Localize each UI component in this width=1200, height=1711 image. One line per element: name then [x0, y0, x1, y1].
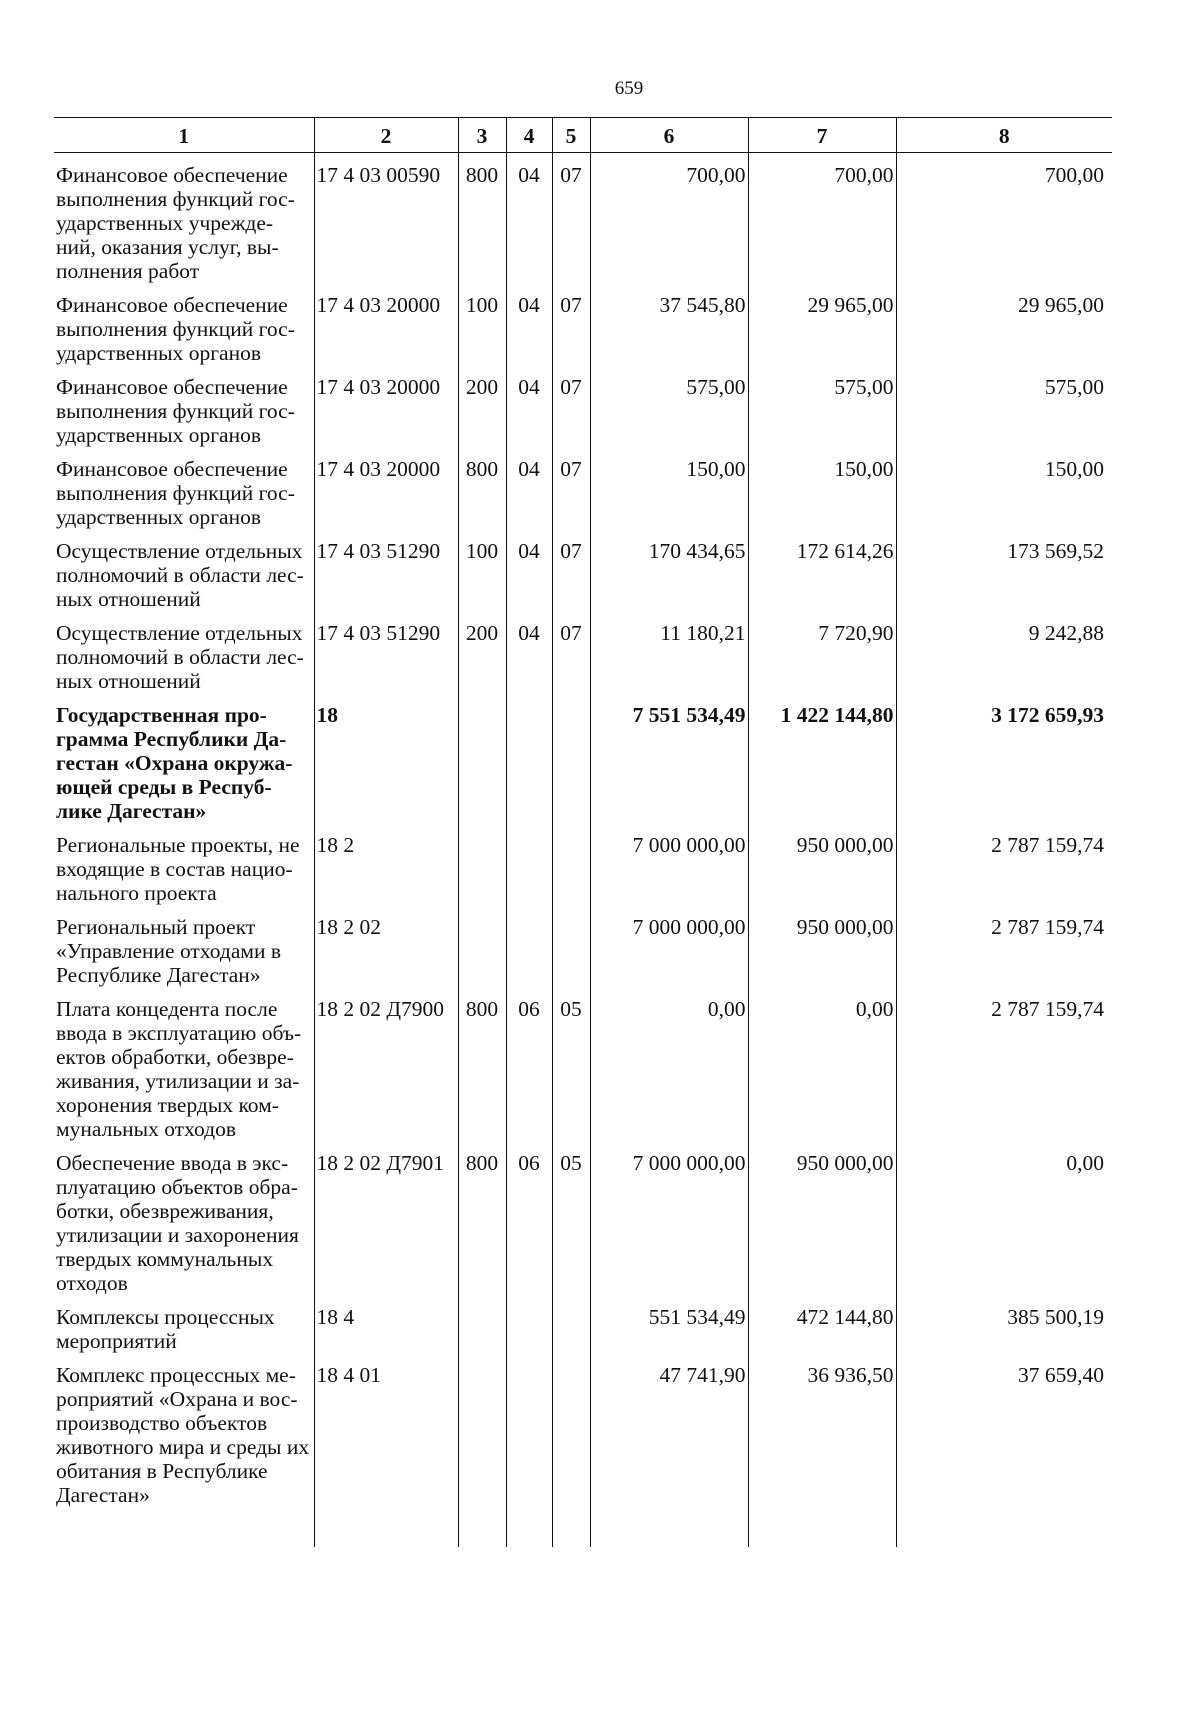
row-value-6: 11 180,21	[590, 611, 748, 693]
row-col-5: 07	[552, 529, 590, 611]
row-col-3: 200	[458, 365, 506, 447]
row-value-7: 700,00	[748, 153, 896, 284]
row-value-8: 29 965,00	[896, 283, 1112, 365]
row-value-7: 472 144,80	[748, 1295, 896, 1353]
row-value-6: 7 000 000,00	[590, 1141, 748, 1295]
row-value-6: 37 545,80	[590, 283, 748, 365]
continuation-cell	[458, 1507, 506, 1547]
row-name: Осуществление отдельных полномочий в области лес-ных отношений	[56, 539, 304, 611]
table-row	[54, 153, 1112, 284]
row-value-7: 29 965,00	[748, 283, 896, 365]
row-value-6: 7 551 534,49	[590, 693, 748, 823]
row-value-7: 0,00	[748, 987, 896, 1141]
row-col-3: 800	[458, 447, 506, 529]
row-value-7: 575,00	[748, 365, 896, 447]
row-value-6: 575,00	[590, 365, 748, 447]
row-value-7: 150,00	[748, 447, 896, 529]
header-row	[54, 118, 1112, 153]
row-col-4	[506, 693, 552, 823]
row-value-7: 950 000,00	[748, 823, 896, 905]
row-col-5	[552, 905, 590, 987]
row-col-3: 100	[458, 283, 506, 365]
header-col-5: 5	[552, 118, 590, 153]
continuation-cell	[314, 1507, 458, 1547]
row-value-7: 7 720,90	[748, 611, 896, 693]
row-code: 17 4 03 00590	[314, 153, 458, 284]
table-row	[54, 1295, 1112, 1353]
continuation-cell	[506, 1507, 552, 1547]
row-col-4	[506, 1295, 552, 1353]
table-row	[54, 1353, 1112, 1507]
row-col-4: 04	[506, 153, 552, 284]
row-name: Региональный проект «Управление отходами в Республике Дагестан»	[56, 915, 281, 987]
row-col-5: 05	[552, 1141, 590, 1295]
row-name: Финансовое обеспечение выполнения функций гос-ударственных учрежде-ний, оказания услуг, вы-полнения работ	[56, 163, 295, 283]
row-value-6: 0,00	[590, 987, 748, 1141]
header-col-8: 8	[896, 118, 1112, 153]
row-value-6: 7 000 000,00	[590, 823, 748, 905]
table-row	[54, 905, 1112, 987]
row-name: Плата концедента после ввода в эксплуатацию объ-ектов обработки, обезвре-живания, утилизации и за-хоронения твердых ком-мунальных отходов	[56, 997, 302, 1141]
row-col-5	[552, 1353, 590, 1507]
row-col-4: 04	[506, 611, 552, 693]
row-col-4	[506, 1353, 552, 1507]
header-col-3: 3	[458, 118, 506, 153]
row-code: 18 4 01	[314, 1353, 458, 1507]
table-row	[54, 529, 1112, 611]
row-col-4	[506, 905, 552, 987]
row-value-8: 3 172 659,93	[896, 693, 1112, 823]
row-col-4: 04	[506, 283, 552, 365]
header-col-7: 7	[748, 118, 896, 153]
table-row	[54, 365, 1112, 447]
table-row	[54, 283, 1112, 365]
table-row	[54, 987, 1112, 1141]
row-value-7: 950 000,00	[748, 1141, 896, 1295]
row-code: 17 4 03 51290	[314, 611, 458, 693]
row-value-6: 551 534,49	[590, 1295, 748, 1353]
table-row	[54, 823, 1112, 905]
table-row	[54, 447, 1112, 529]
row-col-5	[552, 1295, 590, 1353]
row-name: Финансовое обеспечение выполнения функций гос-ударственных органов	[56, 375, 295, 447]
row-value-8: 37 659,40	[896, 1353, 1112, 1507]
row-col-4: 04	[506, 365, 552, 447]
row-col-3: 800	[458, 153, 506, 284]
row-value-8: 700,00	[896, 153, 1112, 284]
continuation-cell	[896, 1507, 1112, 1547]
row-value-8: 150,00	[896, 447, 1112, 529]
table-row-program-total	[54, 693, 1112, 823]
row-value-7: 36 936,50	[748, 1353, 896, 1507]
table-row	[54, 611, 1112, 693]
row-value-6: 7 000 000,00	[590, 905, 748, 987]
row-col-3	[458, 905, 506, 987]
budget-table-container	[54, 117, 1112, 1597]
row-value-8: 575,00	[896, 365, 1112, 447]
row-code: 17 4 03 51290	[314, 529, 458, 611]
row-code: 18	[314, 693, 458, 823]
continuation-cell	[552, 1507, 590, 1547]
row-code: 18 2 02 Д7901	[314, 1141, 458, 1295]
row-value-6: 47 741,90	[590, 1353, 748, 1507]
row-col-4	[506, 823, 552, 905]
row-value-8: 0,00	[896, 1141, 1112, 1295]
row-value-7: 1 422 144,80	[748, 693, 896, 823]
row-col-5	[552, 693, 590, 823]
row-name: Финансовое обеспечение выполнения функций гос-ударственных органов	[56, 457, 295, 529]
row-value-7: 950 000,00	[748, 905, 896, 987]
row-name: Осуществление отдельных полномочий в области лес-ных отношений	[56, 621, 304, 693]
budget-table	[54, 117, 1112, 1547]
row-code: 17 4 03 20000	[314, 283, 458, 365]
table-row	[54, 1141, 1112, 1295]
header-col-1: 1	[54, 118, 314, 153]
row-col-3: 200	[458, 611, 506, 693]
continuation-cell	[590, 1507, 748, 1547]
row-value-8: 2 787 159,74	[896, 905, 1112, 987]
row-col-3: 100	[458, 529, 506, 611]
row-col-4: 06	[506, 987, 552, 1141]
header-col-4: 4	[506, 118, 552, 153]
row-col-3	[458, 693, 506, 823]
table-continuation	[54, 1507, 1112, 1547]
row-col-4: 04	[506, 529, 552, 611]
continuation-cell	[748, 1507, 896, 1547]
row-value-6: 700,00	[590, 153, 748, 284]
row-col-5: 07	[552, 611, 590, 693]
row-value-6: 170 434,65	[590, 529, 748, 611]
row-col-4: 04	[506, 447, 552, 529]
header-col-6: 6	[590, 118, 748, 153]
row-col-5: 07	[552, 153, 590, 284]
row-code: 18 2	[314, 823, 458, 905]
row-value-6: 150,00	[590, 447, 748, 529]
row-code: 17 4 03 20000	[314, 447, 458, 529]
row-col-3	[458, 823, 506, 905]
row-value-8: 2 787 159,74	[896, 987, 1112, 1141]
header-col-2: 2	[314, 118, 458, 153]
row-name: Государственная про-грамма Республики Да-гестан «Охрана окружа-ющей среды в Респуб-лике Дагестан»	[56, 703, 293, 823]
row-name: Региональные проекты, не входящие в состав нацио-нального проекта	[56, 833, 300, 905]
row-col-3	[458, 1353, 506, 1507]
row-col-4: 06	[506, 1141, 552, 1295]
continuation-cell	[54, 1507, 314, 1547]
row-col-3: 800	[458, 987, 506, 1141]
row-code: 18 2 02	[314, 905, 458, 987]
row-code: 18 4	[314, 1295, 458, 1353]
row-code: 17 4 03 20000	[314, 365, 458, 447]
row-name: Финансовое обеспечение выполнения функций гос-ударственных органов	[56, 293, 295, 365]
row-value-8: 9 242,88	[896, 611, 1112, 693]
page-number: 659	[614, 78, 644, 99]
row-code: 18 2 02 Д7900	[314, 987, 458, 1141]
row-col-3	[458, 1295, 506, 1353]
row-name: Комплекс процессных ме-роприятий «Охрана и вос-производство объектов животного мира и среды их обитания в Республике Дагестан»	[56, 1363, 310, 1507]
row-name: Обеспечение ввода в экс-плуатацию объектов обра-ботки, обезвреживания, утилизации и захоронения твердых коммунальных отходов	[56, 1151, 299, 1295]
row-col-3: 800	[458, 1141, 506, 1295]
row-col-5: 05	[552, 987, 590, 1141]
row-value-8: 385 500,19	[896, 1295, 1112, 1353]
row-col-5: 07	[552, 365, 590, 447]
row-value-8: 173 569,52	[896, 529, 1112, 611]
row-value-7: 172 614,26	[748, 529, 896, 611]
row-col-5: 07	[552, 447, 590, 529]
row-col-5	[552, 823, 590, 905]
row-value-8: 2 787 159,74	[896, 823, 1112, 905]
row-name: Комплексы процессных мероприятий	[56, 1305, 275, 1353]
row-col-5: 07	[552, 283, 590, 365]
